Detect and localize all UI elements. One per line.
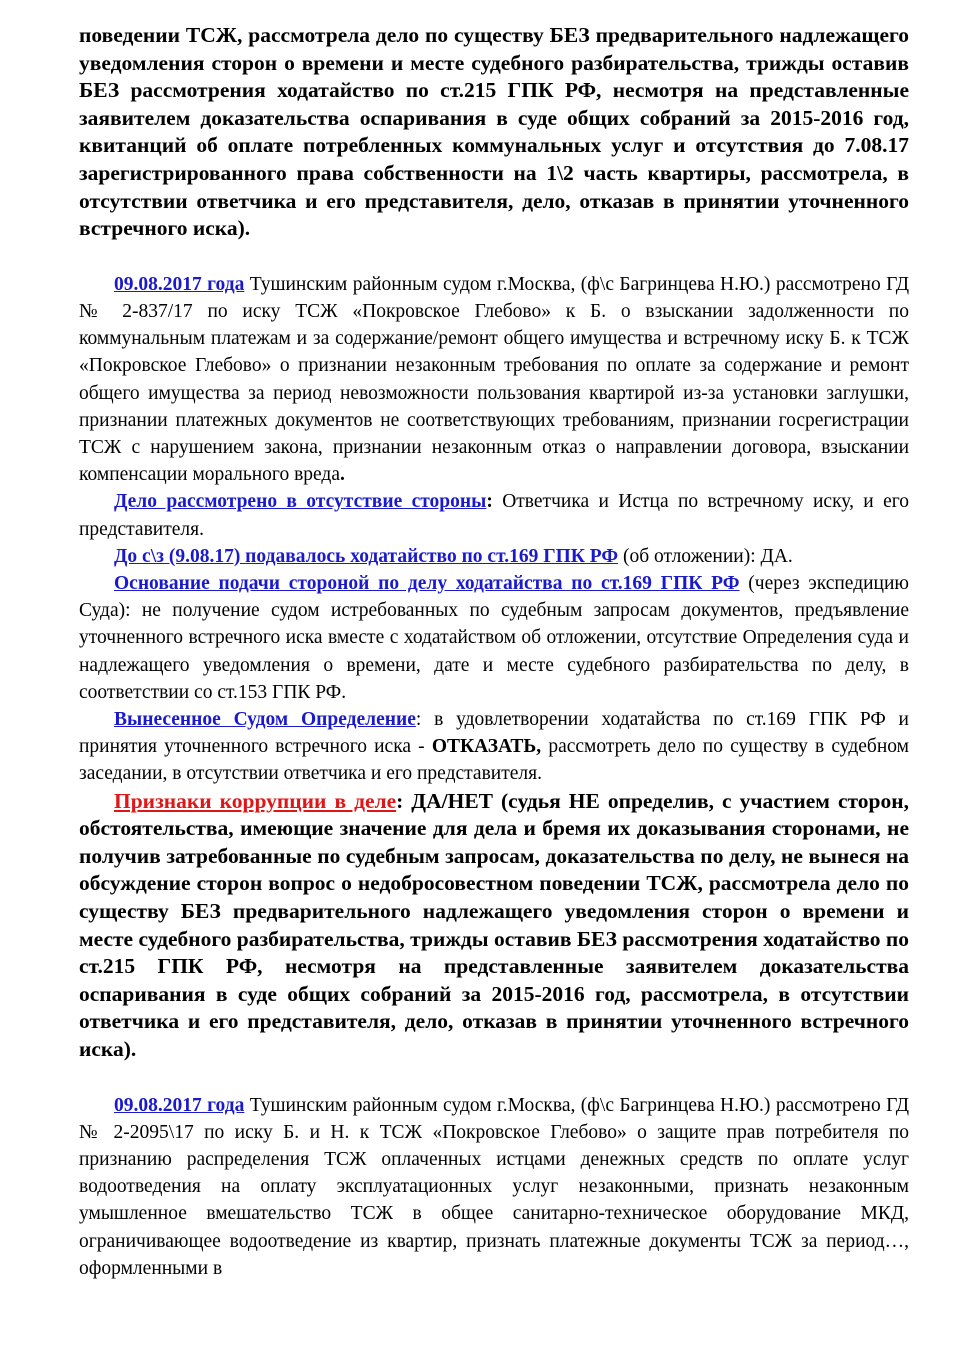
motion-label-link[interactable]: До с\з (9.08.17) подавалось ходатайство по ст.169 ГПК РФ	[114, 545, 619, 567]
absence-paragraph	[79, 488, 909, 542]
document-page	[79, 22, 909, 1282]
absence-label-link[interactable]: Дело рассмотрено в отсутствие стороны	[114, 491, 487, 513]
absence-colon: :	[486, 491, 493, 513]
case-date-link-1[interactable]: 09.08.2017 года	[114, 273, 245, 295]
continued-paragraph-text: поведении ТСЖ, рассмотрела дело по существу БЕЗ предварительного надлежащего уведомления сторон о времени и месте судебного разбирательства, трижды оставив БЕЗ рассмотрения ходатайство по ст.215 ГПК РФ, несмотря на представленные заявителем доказательства оспаривания в суде общих собраний за 2015-2016 год, квитанций об оплате потребленных коммунальных услуг и отсутствия до 7.08.17 зарегистрированного права собственности на 1\2 часть квартиры, рассмотрела, в отсутствии ответчика и его представителя, дело, отказав в принятии уточненного встречного иска).	[79, 23, 909, 241]
grounds-text: (через экспедицию Суда): не получение судом истребованных по судебным запросам документов, предъявление уточненного встречного иска вместе с ходатайством об отложении, отсутствие Определения суда и надлежащего уведомления о времени, дате и месте судебного разбирательства по делу, в соответствии со ст.153 ГПК РФ.	[79, 572, 909, 703]
case-paragraph-1	[79, 271, 909, 489]
corruption-paragraph	[79, 788, 909, 1064]
motion-text: (об отложении): ДА.	[618, 545, 793, 567]
case-description-2: Тушинским районным судом г.Москва, (ф\с Багринцева Н.Ю.) рассмотрено ГД № 2-2095\17 по иску Б. и Н. к ТСЖ «Покровское Глебово» о защите прав потребителя по признанию распределения ТСЖ оплаченных истцами денежных средств по оплате услуг водоотведения на оплату эксплуатационных услуг незаконными, признать незаконным умышленное вмешательство ТСЖ в общее санитарно-техническое оборудование МКД, ограничивающее водоотведение из квартир, признать платежные документы ТСЖ за период…, оформленными в	[79, 1094, 910, 1279]
paragraph-gap	[79, 243, 909, 271]
continued-paragraph	[79, 22, 909, 243]
corruption-label-link[interactable]: Признаки коррупции в деле	[114, 788, 397, 813]
case-paragraph-2	[79, 1092, 909, 1282]
absence-text: Ответчика и Истца по встречному иску, и его представителя.	[79, 491, 910, 540]
paragraph-gap	[79, 1064, 909, 1092]
grounds-paragraph	[79, 570, 909, 706]
ruling-label-link[interactable]: Вынесенное Судом Определение	[114, 709, 416, 730]
case-description-1-end: .	[340, 464, 345, 486]
ruling-paragraph	[79, 706, 909, 788]
grounds-label-link[interactable]: Основание подачи стороной по делу ходатайства по ст.169 ГПК РФ	[114, 572, 740, 594]
ruling-decision: ОТКАЗАТЬ,	[431, 736, 542, 758]
case-date-link-2[interactable]: 09.08.2017 года	[114, 1094, 245, 1116]
ruling-text-2: рассмотреть дело по существу в судебном заседании, в отсутствии ответчика и его представителя.	[79, 736, 909, 785]
case-description-1: Тушинским районным судом г.Москва, (ф\с Багринцева Н.Ю.) рассмотрено ГД № 2-837/17 по иску ТСЖ «Покровское Глебово» к Б. о взыскании задолженности по коммунальным платежам и за содержание/ремонт общего имущества и встречному иску Б. к ТСЖ «Покровское Глебово» о признании незаконным требования по оплате за содержание и ремонт общего имущества за период невозможности пользования квартирой из-за установки заглушки, признании платежных документов не соответствующих требованиям, признании госрегистрации ТСЖ с нарушением закона, признании незаконным отказ о направлении договора, взыскании компенсации морального вреда	[79, 273, 910, 486]
motion-paragraph	[79, 543, 909, 570]
corruption-text: : ДА/НЕТ (судья НЕ определив, с участием сторон, обстоятельства, имеющие значение для дела и бремя их доказывания сторонами, не получив затребованные по судебным запросам, доказательства по делу, не вынеся на обсуждение сторон вопрос о недобросовестном поведении ТСЖ, рассмотрела дело по существу БЕЗ предварительного надлежащего уведомления сторон о времени и месте судебного разбирательства, трижды оставив БЕЗ рассмотрения ходатайство по ст.215 ГПК РФ, несмотря на представленные заявителем доказательства оспаривания в суде общих собраний за 2015-2016 год, рассмотрела, в отсутствии ответчика и его представителя, дело, отказав в принятии уточненного встречного иска).	[79, 788, 910, 1061]
ruling-text-1: : в удовлетворении ходатайства по ст.169 ГПК РФ и принятия уточненного встречного иска -	[79, 709, 909, 758]
